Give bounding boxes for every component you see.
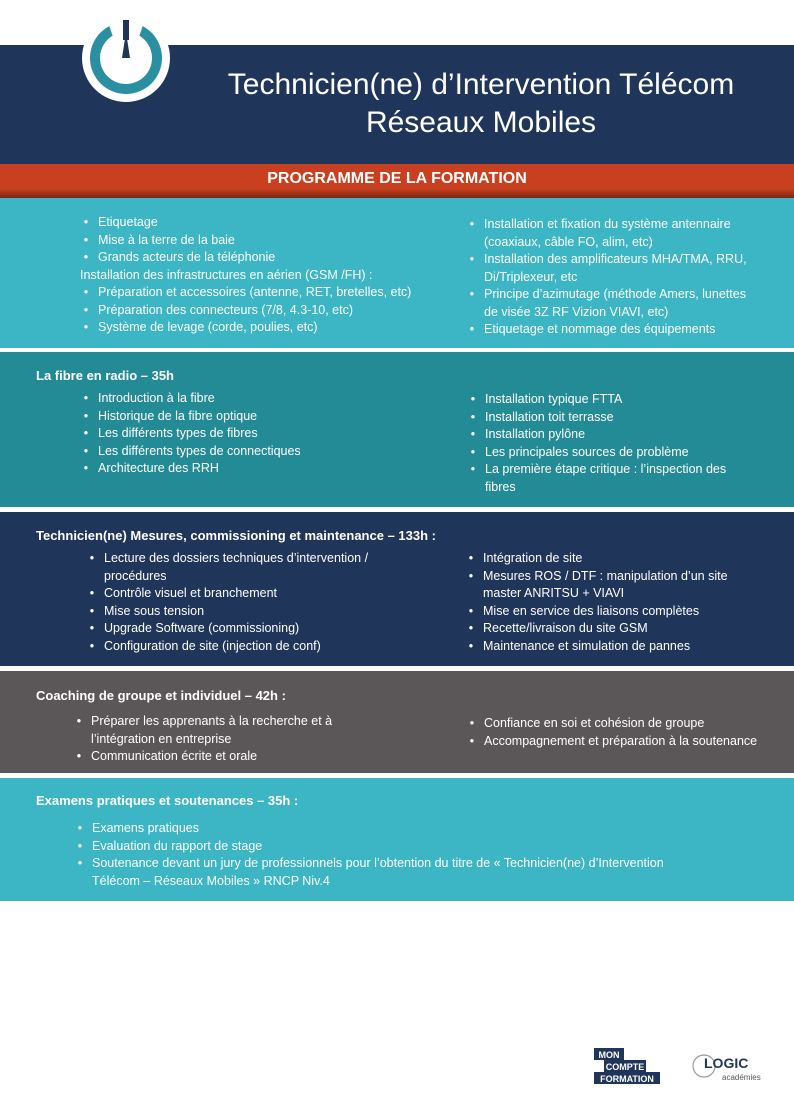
section3-left-list <box>86 550 456 655</box>
section1-subheading: Installation des infrastructures en aérien (GSM /FH) : <box>80 267 373 282</box>
list-item: • Communication écrite et orale <box>76 749 258 763</box>
section1-left-list <box>80 214 450 337</box>
list-item: • Mise à la terre de la baie <box>83 232 235 247</box>
list-item: • Configuration de site (injection de conf) <box>89 638 321 653</box>
list-item: • Contrôle visuel et branchement <box>89 586 278 600</box>
list-item: • Evaluation du rapport de stage <box>77 838 263 853</box>
section2-title: La fibre en radio – 35h <box>36 368 174 383</box>
list-item: • Introduction à la fibre <box>83 391 215 405</box>
logo2-sub: académies <box>722 1073 761 1082</box>
logo1-line1: MON <box>598 1050 620 1060</box>
program-banner-label: PROGRAMME DE LA FORMATION <box>267 170 527 187</box>
section3-title: Technicien(ne) Mesures, commissioning et maintenance – 133h : <box>36 528 436 543</box>
list-item: • Mise en service des liaisons complètes <box>468 603 700 618</box>
list-item: • La première étape critique : l’inspection des fibres <box>470 462 727 494</box>
section3-right-list <box>465 550 785 655</box>
list-item: • Installation typique FTTA <box>470 392 623 406</box>
list-item: • Accompagnement et préparation à la soutenance <box>469 733 758 748</box>
section4-right-list <box>466 715 791 750</box>
section4-left-list <box>73 713 453 766</box>
list-item: • Mise sous tension <box>89 603 205 618</box>
list-item: • Historique de la fibre optique <box>83 408 258 423</box>
list-item: • Préparation des connecteurs (7/8, 4.3-10, etc) <box>83 302 354 317</box>
list-item: • Soutenance devant un jury de professionnels pour l’obtention du titre de « Technicien(ne) d’Intervention Télécom – Réseaux Mobiles » RNCP Niv.4 <box>77 856 664 888</box>
logic-academies-logo-icon <box>692 1046 764 1086</box>
logic-academies-logo <box>692 1046 764 1086</box>
list-item: • Architecture des RRH <box>83 461 219 475</box>
logo2-word: LOGIC <box>704 1055 749 1071</box>
list-item: • Les principales sources de problème <box>470 444 689 459</box>
list-item: • Les différents types de connectiques <box>83 443 301 458</box>
section5-list <box>74 820 774 890</box>
section2-left-list <box>80 390 450 478</box>
mon-compte-formation-logo-icon <box>594 1048 660 1084</box>
list-item: • Installation pylône <box>470 427 586 441</box>
list-item: • Préparer les apprenants à la recherche et à l’intégration en entreprise <box>76 714 333 746</box>
list-item: • Maintenance et simulation de pannes <box>468 638 691 653</box>
title-line-2: Réseaux Mobiles <box>365 106 597 139</box>
list-item: • Installation et fixation du système antennaire (coaxiaux, câble FO, alim, etc) <box>469 217 731 249</box>
list-item: • Examens pratiques <box>77 821 200 835</box>
brand-logo-icon <box>78 10 174 106</box>
list-item: • Lecture des dossiers techniques d’intervention / procédures <box>89 551 369 583</box>
section2-right-list <box>467 391 787 496</box>
section1-right-list <box>466 216 786 339</box>
list-item: • Système de levage (corde, poulies, etc) <box>83 320 318 334</box>
list-item: • Intégration de site <box>468 551 583 565</box>
list-item: • Préparation et accessoires (antenne, RET, bretelles, etc) <box>83 285 412 299</box>
list-item: • Les différents types de fibres <box>83 426 258 440</box>
list-item: • Installation des amplificateurs MHA/TMA, RRU, Di/Triplexeur, etc <box>469 252 747 284</box>
list-item: • Etiquetage et nommage des équipements <box>469 322 716 336</box>
list-item: • Confiance en soi et cohésion de groupe <box>469 716 705 730</box>
list-item: • Installation toit terrasse <box>470 409 614 424</box>
list-item: • Upgrade Software (commissioning) <box>89 621 300 635</box>
page-title <box>175 66 787 142</box>
logo1-line2: COMPTE <box>605 1062 645 1072</box>
list-item: • Etiquetage <box>83 215 158 229</box>
logo1-line3: FORMATION <box>600 1074 654 1084</box>
list-item: • Mesures ROS / DTF : manipulation d’un site master ANRITSU + VIAVI <box>468 568 728 600</box>
title-line-1: Technicien(ne) d’Intervention Télécom <box>227 68 735 101</box>
section5-title: Examens pratiques et soutenances – 35h : <box>36 793 299 808</box>
list-item: • Recette/livraison du site GSM <box>468 621 648 635</box>
mon-compte-formation-logo <box>594 1048 660 1084</box>
section4-title: Coaching de groupe et individuel – 42h : <box>36 688 286 703</box>
list-item: • Principe d’azimutage (méthode Amers, lunettes de visée 3Z RF Vizion VIAVI, etc) <box>469 287 746 319</box>
list-item: • Grands acteurs de la téléphonie <box>83 250 276 264</box>
